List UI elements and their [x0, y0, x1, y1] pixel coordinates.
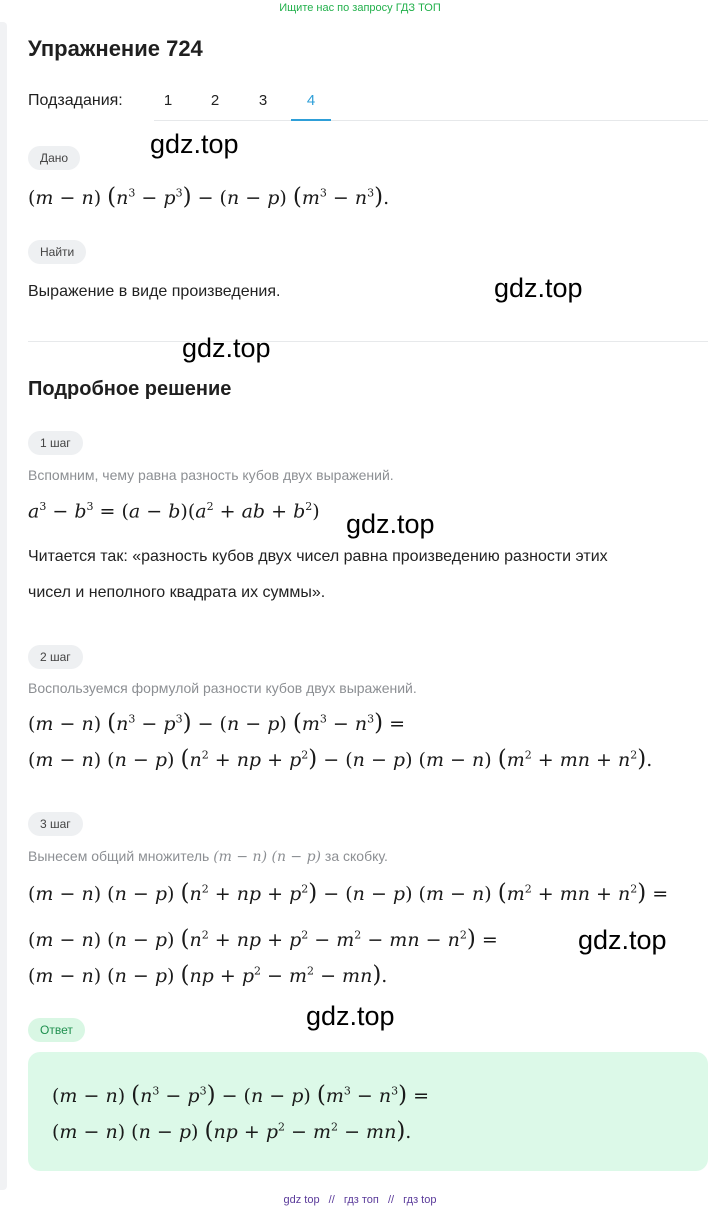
tabs-divider [154, 120, 708, 121]
step-1-text-line-2: чисел и неполного квадрата их суммы». [28, 584, 326, 601]
watermark: gdz.top [346, 509, 435, 539]
page-title: Упражнение 724 [28, 36, 203, 61]
footer-link[interactable]: гдз топ [343, 1194, 379, 1206]
footer-link[interactable]: gdz top [283, 1194, 320, 1206]
given-badge: Дано [28, 146, 80, 170]
step-3-hint: Вынесем общий множитель (m − n) (n − p) за скобку. [28, 848, 388, 865]
step-2-badge: 2 шаг [28, 645, 83, 669]
step-2-hint: Воспользуемся формулой разности кубов двух выражений. [28, 680, 417, 696]
step-3-line-3: (m − n) (n − p) $(np + p^2 - m^2 - mn)$. [28, 962, 388, 988]
step-3-hint-after: за скобку. [324, 848, 388, 864]
footer-separator: // [328, 1194, 335, 1206]
watermark: gdz.top [578, 925, 667, 955]
step-2-line-1: (m − n) $(n^3 - p^3) - (n - p) (m^3 - n^3)$ = [28, 710, 406, 736]
step-3-badge: 3 шаг [28, 812, 83, 836]
watermark: gdz.top [182, 333, 271, 363]
section-divider [28, 341, 708, 342]
step-1-text-line-1: Читается так: «разность кубов двух чисел равна произведению разности этих [28, 548, 608, 565]
step-2-line-2: (m − n) (n − p) ($n^2$ + np + $p^2) - (n - p)$ (m − n) ($m^2$ + mn + $n^2$). [28, 746, 653, 772]
footer [0, 1194, 720, 1206]
watermark: gdz.top [306, 1001, 395, 1031]
answer-line-1: (m − n) $(n^3 - p^3) - (n - p) (m^3 - n^3)$ = [52, 1082, 430, 1108]
step-3-hint-before: Вынесем общий множитель [28, 848, 210, 864]
tab-1[interactable]: 1 [163, 92, 173, 109]
find-text: Выражение в виде произведения. [28, 283, 281, 300]
left-strip [0, 22, 7, 1190]
given-expression: (m − n) $(n^3 - p^3) - (n - p) (m^3 - n^3)$. [28, 184, 390, 210]
step-1-formula: $a^3 - b^3 = (a - b)(a^2$ + ab + $b^2$) [28, 500, 320, 523]
step-3-line-1: (m − n) (n − p) ($n^2$ + np + $p^2) - (n - p)$ (m − n) ($m^2$ + mn + $n^2$) = [28, 880, 669, 906]
answer-badge: Ответ [28, 1018, 85, 1042]
find-badge: Найти [28, 240, 86, 264]
footer-link[interactable]: гдз top [403, 1194, 437, 1206]
answer-box [28, 1052, 708, 1171]
tab-3[interactable]: 3 [258, 92, 268, 109]
subtasks-label: Подзадания: [28, 92, 123, 109]
top-banner[interactable]: Ищите нас по запросу ГДЗ ТОП [279, 2, 441, 14]
tab-4[interactable]: 4 [306, 92, 316, 109]
active-tab-indicator [291, 119, 331, 121]
answer-line-2: (m − n) (n − p) $(np + p^2 - m^2 - mn)$. [52, 1118, 412, 1144]
solution-title: Подробное решение [28, 378, 232, 400]
step-3-line-2: (m − n) (n − p) ($n^2$ + np + $p^2 - m^2$ − mn − $n^2$) = [28, 926, 498, 952]
step-1-hint: Вспомним, чему равна разность кубов двух выражений. [28, 467, 394, 483]
watermark: gdz.top [150, 129, 239, 159]
step-1-badge: 1 шаг [28, 431, 83, 455]
footer-separator: // [387, 1194, 395, 1206]
tab-2[interactable]: 2 [210, 92, 220, 109]
watermark: gdz.top [494, 273, 583, 303]
subtasks-bar [28, 90, 708, 122]
